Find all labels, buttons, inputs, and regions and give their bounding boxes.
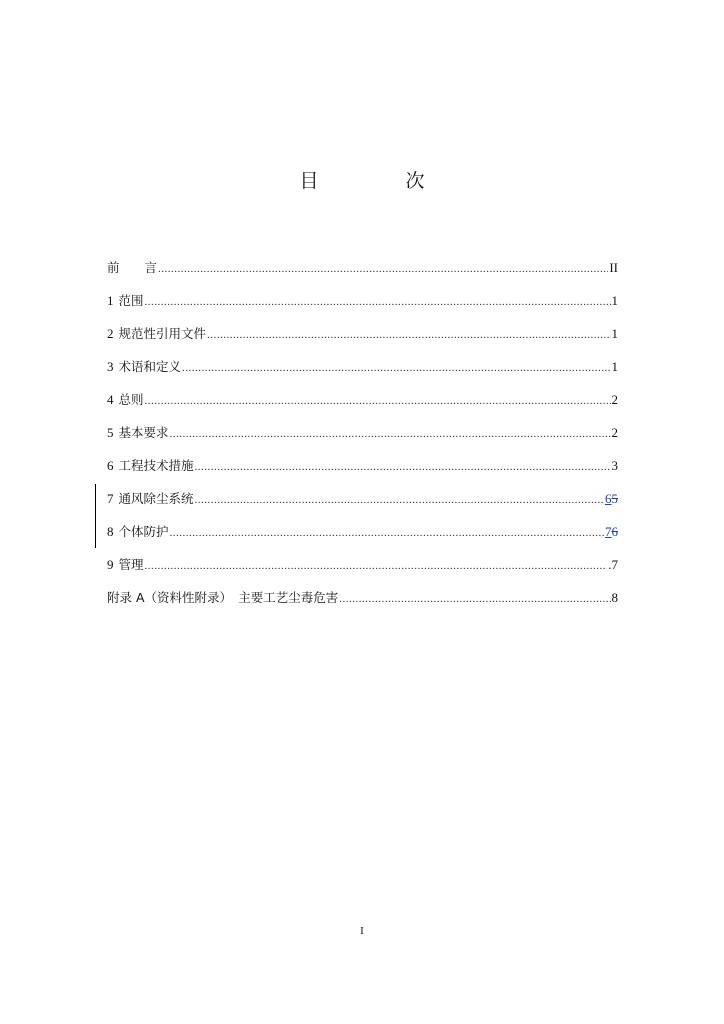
toc-entry-number: 6 <box>107 458 114 473</box>
toc-entry-text: 范围 <box>118 293 144 308</box>
toc-entry-text: 总则 <box>118 392 144 407</box>
toc-entry-label <box>107 357 181 377</box>
toc-entry-7[interactable] <box>107 489 618 522</box>
toc-entry-number: 3 <box>107 359 114 374</box>
toc-entry-number: 8 <box>107 524 114 539</box>
deleted-page-number: 5 <box>611 491 618 506</box>
toc-entry-page: 1 <box>611 326 618 341</box>
toc-entry-page: 2 <box>611 425 618 440</box>
toc-entry-text: 工程技术措施 <box>118 458 194 473</box>
toc-entry-number: 4 <box>107 392 114 407</box>
toc-leader-dots <box>170 424 611 444</box>
toc-entry-1[interactable] <box>107 291 618 324</box>
toc-leader-dots <box>170 523 604 543</box>
toc-leader-dots <box>145 292 611 312</box>
toc-leader-dots <box>195 457 611 477</box>
toc-entry-page: II <box>609 260 618 275</box>
toc-entry-text: 规范性引用文件 <box>118 326 207 341</box>
toc-entry-number: 1 <box>107 293 114 308</box>
page-title: 目 次 <box>299 170 459 192</box>
toc-entry-label <box>107 522 169 542</box>
toc-entry-number: 2 <box>107 326 114 341</box>
toc-entry-number: 5 <box>107 425 114 440</box>
table-of-contents <box>107 258 618 621</box>
toc-entry-number: 9 <box>107 557 114 572</box>
toc-leader-dots <box>207 325 610 345</box>
deleted-page-number: 6 <box>611 524 618 539</box>
toc-entry-3[interactable] <box>107 357 618 390</box>
toc-entry-text: 个体防护 <box>118 524 169 539</box>
toc-leader-dots <box>195 490 604 510</box>
toc-entry-9[interactable] <box>107 555 618 588</box>
toc-entry-page: 1 <box>611 359 618 374</box>
toc-entry-text: 通风除尘系统 <box>118 491 194 506</box>
toc-entry-label <box>107 390 144 410</box>
toc-leader-dots <box>145 556 608 576</box>
toc-leader-dots <box>182 358 610 378</box>
toc-entry-number: 7 <box>107 491 114 506</box>
toc-entry-text: 基本要求 <box>118 425 169 440</box>
page-number: I <box>360 925 364 937</box>
toc-leader-dots <box>339 589 610 609</box>
toc-leader-dots <box>145 391 611 411</box>
toc-entry-label <box>107 555 144 575</box>
toc-entry-6[interactable] <box>107 456 618 489</box>
toc-entry-page <box>605 522 618 542</box>
toc-entry-page: 2 <box>611 392 618 407</box>
toc-entry-page: 3 <box>611 458 618 473</box>
toc-entry-8[interactable] <box>107 522 618 555</box>
toc-leader-dots <box>158 259 608 279</box>
toc-entry-5[interactable] <box>107 423 618 456</box>
toc-entry-2[interactable] <box>107 324 618 357</box>
toc-entry-preface[interactable] <box>107 258 618 291</box>
toc-entry-page: 1 <box>611 293 618 308</box>
toc-entry-label: 前 言 <box>107 260 158 275</box>
toc-entry-label <box>107 291 144 311</box>
toc-entry-label <box>107 324 206 344</box>
toc-entry-label <box>107 489 194 509</box>
toc-entry-page: 8 <box>611 590 618 605</box>
revision-change-bar <box>95 484 96 548</box>
toc-entry-page: .7 <box>608 557 618 572</box>
toc-entry-label: 附录 A（资料性附录） 主要工艺尘毒危害 <box>107 590 339 605</box>
toc-entry-text: 术语和定义 <box>118 359 182 374</box>
revised-page-number: 7 <box>605 524 612 539</box>
toc-entry-appendix-a[interactable] <box>107 588 618 621</box>
toc-entry-text: 管理 <box>118 557 144 572</box>
toc-entry-label <box>107 423 169 443</box>
toc-entry-label <box>107 456 194 476</box>
toc-entry-4[interactable] <box>107 390 618 423</box>
revised-page-number: 6 <box>605 491 612 506</box>
toc-entry-page <box>605 489 618 509</box>
